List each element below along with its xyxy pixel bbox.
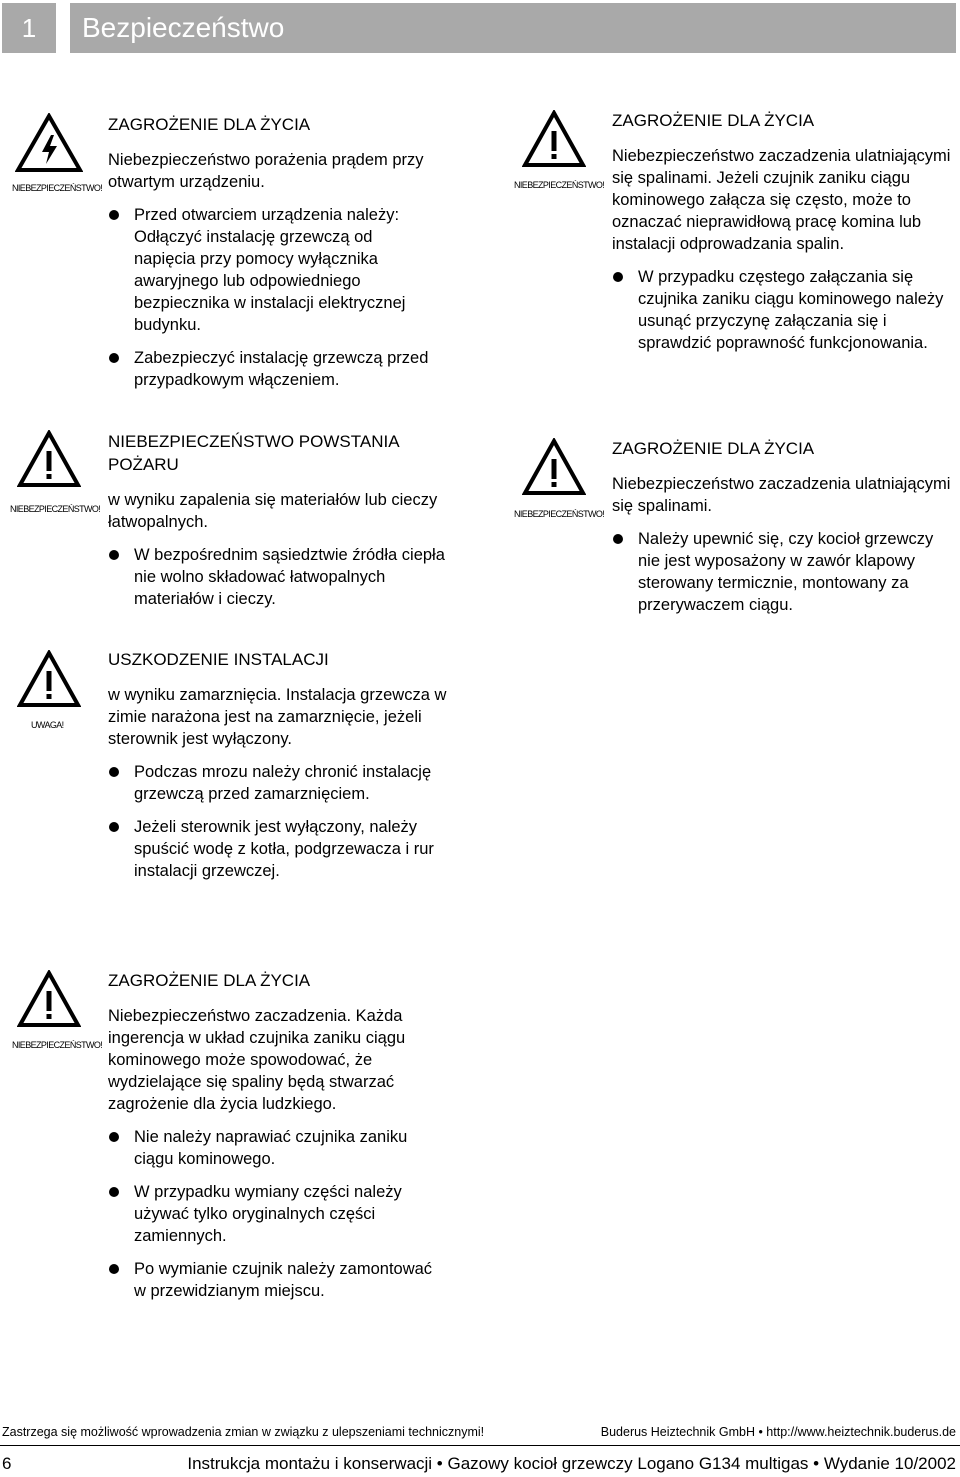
notice-intro: w wyniku zamarznięcia. Instalacja grzewcza w zimie narażona jest na zamarznięcie, jeżeli sterownik jest wyłączony. xyxy=(108,686,447,748)
exclamation-warning-icon xyxy=(17,650,81,708)
bullet-dot xyxy=(109,822,119,832)
bullet-item: Zabezpieczyć instalację grzewczą przed przypadkowym włączeniem. xyxy=(108,347,438,391)
notice-flue-sensor xyxy=(108,969,448,1302)
warning-label: NIEBEZPIECZEŃSTWO! xyxy=(514,180,605,190)
notice-heading: ZAGROŻENIE DLA ŻYCIA xyxy=(108,115,311,134)
notice-heading: NIEBEZPIECZEŃSTWO POWSTANIA POŻARU xyxy=(108,432,399,474)
notice-intro: Niebezpieczeństwo zaczadzenia. Każda ingerencja w układ czujnika zaniku ciągu kominowego może spowodować, że wydzielające się spaliny będą stwarzać zagrożenie dla życia ludzkiego. xyxy=(108,1007,406,1113)
page-number: 6 xyxy=(2,1454,12,1473)
exclamation-warning-icon xyxy=(522,110,586,168)
notice-heading: ZAGROŻENIE DLA ŻYCIA xyxy=(108,971,311,990)
notice-intro: Niebezpieczeństwo zaczadzenia ulatniającymi się spalinami. xyxy=(612,475,951,515)
footer-disclaimer: Zastrzega się możliwość wprowadzenia zmian w związku z ulepszeniami technicznymi! xyxy=(2,1425,485,1439)
notice-intro: Niebezpieczeństwo porażenia prądem przy otwartym urządzeniu. xyxy=(108,151,424,191)
chapter-title: Bezpieczeństwo xyxy=(70,3,956,53)
exclamation-warning-icon xyxy=(17,970,81,1028)
bullet-dot xyxy=(613,272,623,282)
bullet-item: Po wymianie czujnik należy zamontować w przewidzianym miejscu. xyxy=(108,1258,448,1302)
chapter-number: 1 xyxy=(2,3,56,53)
bullet-item: W bezpośrednim sąsiedztwie źródła ciepła nie wolno składować łatwopalnych materiałów i cieczy. xyxy=(108,544,448,610)
notice-frost xyxy=(108,648,453,882)
notice-intro: Niebezpieczeństwo zaczadzenia ulatniającymi się spalinami. Jeżeli czujnik zaniku ciągu kominowego załącza się często, może to oznaczać nieprawidłową pracę komina lub instalacji odprowadzania spalin. xyxy=(612,147,951,253)
warning-label: NIEBEZPIECZEŃSTWO! xyxy=(12,1040,103,1050)
notice-intro: w wyniku zapalenia się materiałów lub cieczy łatwopalnych. xyxy=(108,491,438,531)
bullet-item: Nie należy naprawiać czujnika zaniku ciągu kominowego. xyxy=(108,1126,448,1170)
bullet-dot xyxy=(109,550,119,560)
footer-divider xyxy=(0,1445,960,1446)
notice-flap-valve xyxy=(612,437,957,616)
warning-label: NIEBEZPIECZEŃSTWO! xyxy=(514,509,605,519)
notice-heading: USZKODZENIE INSTALACJI xyxy=(108,650,329,669)
warning-label: NIEBEZPIECZEŃSTWO! xyxy=(10,504,101,514)
bullet-dot xyxy=(109,1264,119,1274)
bullet-item: Podczas mrozu należy chronić instalację grzewczą przed zamarznięciem. xyxy=(108,761,453,805)
bullet-item: Należy upewnić się, czy kocioł grzewczy nie jest wyposażony w zawór klapowy sterowany termicznie, montowany za przerywaczem ciągu. xyxy=(612,528,957,616)
document-title: Instrukcja montażu i konserwacji • Gazowy kocioł grzewczy Logano G134 multigas • Wydanie 10/2002 xyxy=(187,1454,956,1473)
bullet-dot xyxy=(109,210,119,220)
electric-shock-warning-icon xyxy=(15,113,83,173)
bullet-item: Przed otwarciem urządzenia należy: Odłączyć instalację grzewczą od napięcia przy pomocy wyłącznika awaryjnego lub odpowiedniego bezpiecznika w instalacji elektrycznej budynku. xyxy=(108,204,438,336)
exclamation-warning-icon xyxy=(17,430,81,488)
notice-fire xyxy=(108,430,448,610)
notice-heading: ZAGROŻENIE DLA ŻYCIA xyxy=(612,439,815,458)
footer-company: Buderus Heiztechnik GmbH • http://www.heiztechnik.buderus.de xyxy=(600,1425,956,1439)
warning-label: UWAGA! xyxy=(31,720,64,730)
bullet-item: Jeżeli sterownik jest wyłączony, należy spuścić wodę z kotła, podgrzewacza i rur instalacji grzewczej. xyxy=(108,816,453,882)
bullet-dot xyxy=(109,1187,119,1197)
notice-flue-gas xyxy=(612,109,957,354)
bullet-item: W przypadku wymiany części należy używać tylko oryginalnych części zamiennych. xyxy=(108,1181,448,1247)
bullet-dot xyxy=(109,353,119,363)
exclamation-warning-icon xyxy=(522,438,586,496)
bullet-dot xyxy=(109,1132,119,1142)
bullet-item: W przypadku częstego załączania się czujnika zaniku ciągu kominowego należy usunąć przyczynę załączania się i sprawdzić poprawność funkcjonowania. xyxy=(612,266,957,354)
notice-electric-shock xyxy=(108,113,438,391)
notice-heading: ZAGROŻENIE DLA ŻYCIA xyxy=(612,111,815,130)
bullet-dot xyxy=(109,767,119,777)
warning-label: NIEBEZPIECZEŃSTWO! xyxy=(12,183,103,193)
bullet-dot xyxy=(613,534,623,544)
